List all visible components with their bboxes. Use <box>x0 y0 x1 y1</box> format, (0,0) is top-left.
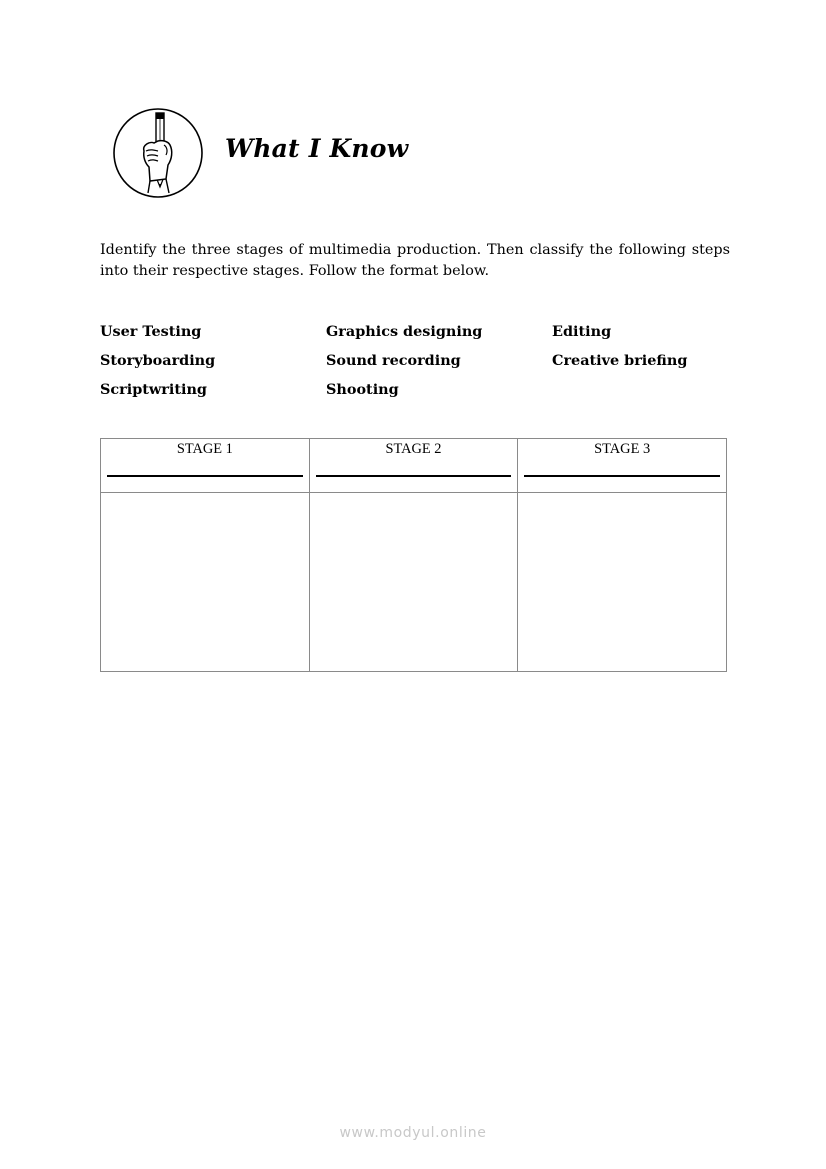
step-item: Editing <box>552 323 612 340</box>
step-item: Shooting <box>326 381 399 398</box>
stage-name-blank-line[interactable] <box>316 475 512 477</box>
stage-header-cell <box>309 439 518 493</box>
stage-answer-cell[interactable] <box>518 493 727 672</box>
watermark: www.modyul.online <box>339 1125 487 1141</box>
stage-answer-cell[interactable] <box>309 493 518 672</box>
step-item <box>552 380 740 399</box>
stage-label: STAGE 3 <box>594 441 651 457</box>
step-item: Storyboarding <box>100 352 216 369</box>
stage-answer-cell[interactable] <box>101 493 310 672</box>
stage-header-cell <box>101 439 310 493</box>
stage-header-cell <box>518 439 727 493</box>
step-item: Graphics designing <box>326 323 483 340</box>
step-item: Scriptwriting <box>100 381 207 398</box>
stage-name-blank-line[interactable] <box>524 475 720 477</box>
stage-name-blank-line[interactable] <box>107 475 303 477</box>
stage-label: STAGE 1 <box>176 441 233 457</box>
hand-holding-pencil-icon <box>112 107 204 199</box>
stages-table <box>100 438 727 672</box>
page-title: What I Know <box>225 134 409 163</box>
stage-label: STAGE 2 <box>385 441 442 457</box>
instructions-text: Identify the three stages of multimedia production. Then classify the following steps into their respective stages. Follow the format below. <box>100 242 730 279</box>
step-item: User Testing <box>100 323 202 340</box>
step-item: Sound recording <box>326 352 461 369</box>
step-item: Creative briefing <box>552 352 688 369</box>
steps-list <box>100 322 740 399</box>
